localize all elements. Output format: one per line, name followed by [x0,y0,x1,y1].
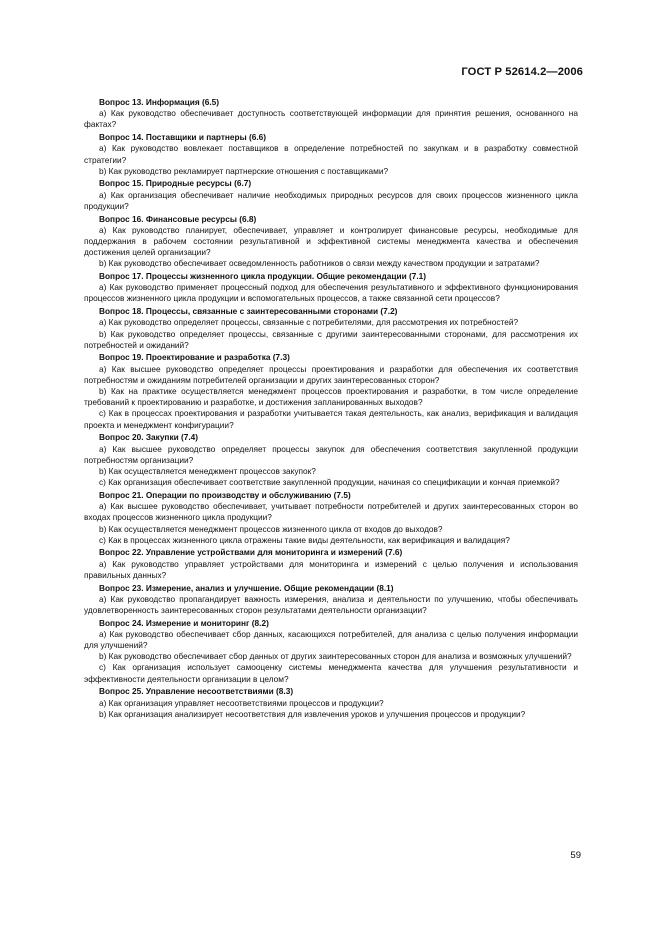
question-section [84,306,578,352]
question-section [84,214,578,272]
question-item: b) Как руководство рекламирует партнерские отношения с поставщиками? [99,165,389,176]
question-item: а) Как высшее руководство определяет процессы проектирования и разработки для обеспечения их соответствия потребностям и ожиданиям потребителей организации и других заинтересованных сторон? [84,363,578,385]
question-section [84,352,578,432]
question-item: а) Как руководство управляет устройствами для мониторинга и измерений с целью получения и использования правильных данных? [84,558,578,580]
question-item: а) Как руководство применяет процессный подход для обеспечения результативного и эффективного функционирования процессов жизненного цикла продукции и вспомогательных процессов, а также связанной сети процессов? [84,282,578,304]
question-item: c) Как организация использует самооценку системы менеджмента качества для улучшения результативности и эффективности деятельности организации в целом? [84,662,578,684]
question-section [84,97,578,132]
question-section [84,432,578,490]
question-section [84,132,578,178]
document-body [84,97,578,721]
question-item: а) Как руководство обеспечивает доступность соответствующей информации для принятия решения, основанного на фактах? [84,108,578,130]
question-section [84,178,578,213]
question-title: Вопрос 17. Процессы жизненного цикла продукции. Общие рекомендации (7.1) [99,271,427,282]
question-title: Вопрос 18. Процессы, связанные с заинтересованными сторонами (7.2) [99,306,398,317]
question-item: b) Как осуществляется менеджмент процессов закупок? [99,466,316,476]
document-id: ГОСТ Р 52614.2—2006 [461,66,583,78]
question-title: Вопрос 21. Операции по производству и обслуживанию (7.5) [99,489,351,500]
question-title: Вопрос 13. Информация (6.5) [99,97,220,107]
question-title: Вопрос 19. Проектирование и разработка (7.3) [99,352,290,363]
question-title: Вопрос 16. Финансовые ресурсы (6.8) [99,213,257,224]
question-item: c) Как организация обеспечивает соответствие закупленной продукции, начиная со спецификации и кончая приемкой? [99,477,560,488]
question-title: Вопрос 22. Управление устройствами для мониторинга и измерений (7.6) [99,547,403,558]
question-item: b) Как организация анализирует несоответствия для извлечения уроков и улучшения процессов и продукции? [99,708,526,719]
question-item: b) Как осуществляется менеджмент процессов жизненного цикла от входов до выходов? [99,523,443,534]
question-item: а) Как руководство планирует, обеспечивает, управляет и контролирует финансовые ресурсы, необходимые для поддержания в рабочем состоянии результативной и эффективной системы менеджмента качества и обеспечения достижения целей организации? [84,224,578,258]
page-number: 59 [570,850,581,861]
question-title: Вопрос 23. Измерение, анализ и улучшение. Общие рекомендации (8.1) [99,582,394,593]
question-section [84,547,578,582]
question-title: Вопрос 25. Управление несоответствиями (8.3) [99,686,294,697]
question-item: а) Как руководство определяет процессы, связанные с потребителями, для рассмотрения их потребностей? [99,317,519,328]
question-item: а) Как руководство обеспечивает сбор данных, касающихся потребителей, для анализа с целью получения информации для улучшений? [84,628,578,651]
question-title: Вопрос 24. Измерение и мониторинг (8.2) [99,617,269,628]
question-item: c) Как в процессах проектирования и разработки учитывается такая деятельность, как анализ, верификация и валидация проекта и менеджмент конфигурации? [84,408,578,430]
question-title: Вопрос 15. Природные ресурсы (6.7) [99,178,252,189]
question-section [84,490,578,548]
question-item: а) Как высшее руководство обеспечивает, учитывает потребности потребителей и других заинтересованных сторон во входах процессов жизненного цикла продукции? [84,501,578,523]
question-section [84,271,578,306]
question-title: Вопрос 14. Поставщики и партнеры (6.6) [99,132,267,143]
question-item: b) Как руководство обеспечивает осведомленность работников о связи между качеством продукции и затратами? [99,258,540,269]
question-item: b) Как на практике осуществляется менеджмент процессов проектирования и разработки, в том числе определение требований к проектированию и разработке, и достижения запланированных выходов? [84,386,578,408]
question-item: b) Как руководство определяет процессы, связанные с другими заинтересованными сторонами, для рассмотрения их потребностей и ожиданий? [84,328,578,350]
question-section [84,618,578,687]
question-item: b) Как руководство обеспечивает сбор данных от других заинтересованных сторон для анализа и возможных улучшений? [99,651,572,662]
question-section [84,686,578,721]
question-item: а) Как высшее руководство определяет процессы закупок для обеспечения соответствия закупленной продукции потребностям организации? [84,443,578,465]
question-item: а) Как руководство вовлекает поставщиков в определение потребностей по закупкам и в разработку совместной стратегии? [84,143,578,165]
question-item: а) Как руководство пропагандирует важность измерения, анализа и деятельности по улучшению, чтобы обеспечивать удовлетворенность заинтересованных сторон результатами деятельности организации? [84,593,578,615]
question-item: а) Как организация обеспечивает наличие необходимых природных ресурсов для своих процессов жизненного цикла продукции? [84,189,578,211]
question-item: а) Как организация управляет несоответствиями процессов и продукции? [99,697,384,708]
question-title: Вопрос 20. Закупки (7.4) [99,432,199,443]
question-section [84,583,578,618]
question-item: c) Как в процессах жизненного цикла отражены такие виды деятельности, как верификация и валидация? [99,534,510,545]
